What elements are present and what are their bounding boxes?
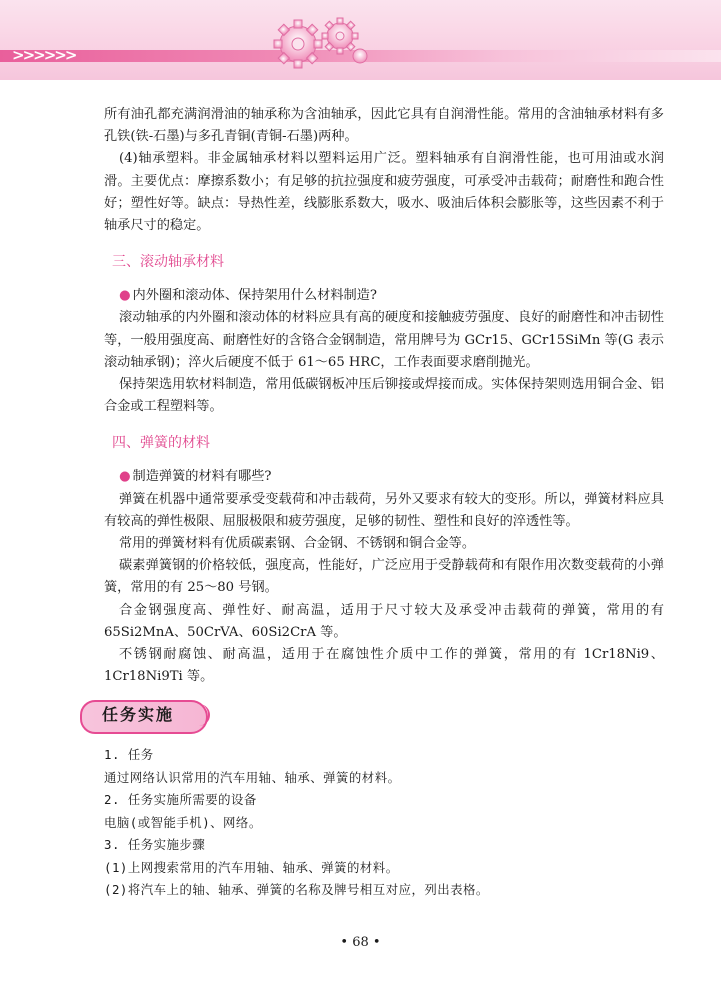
section-heading: 三、滚动轴承材料 [112,254,224,271]
page-header-band [0,0,721,80]
paragraph: 滚动轴承的内外圈和滚动体的材料应具有高的硬度和接触疲劳强度、良好的耐磨性和冲击韧性等，一般用强度高、耐磨性好的含铬合金钢制造，常用牌号为 GCr15、GCr15SiMn 等(G 表示滚动轴承钢)；淬火后硬度不低于 61～65 HRC，工作表面要求磨削抛光。 [104,310,664,370]
task-line: 3. 任务实施步骤 [104,837,206,853]
section-question: ● 内外圈和滚动体、保持架用什么材料制造? [104,285,664,307]
task-line: 2. 任务实施所需要的设备 [104,792,257,808]
paragraph: 不锈钢耐腐蚀、耐高温，适用于在腐蚀性介质中工作的弹簧，常用的有 1Cr18Ni9、1Cr18Ni9Ti 等。 [104,647,664,685]
section-heading: 四、弹簧的材料 [112,435,210,452]
paragraph: (4)轴承塑料。非金属轴承材料以塑料运用广泛。塑料轴承有自润滑性能，也可用油或水润滑。主要优点：摩擦系数小；有足够的抗拉强度和疲劳强度，可承受冲击载荷；耐磨性和跑合性好；塑性好等。缺点：导热性差，线膨胀系数大，吸水、吸油后体积会膨胀等，这些因素不利于轴承尺寸的稳定。 [104,151,664,234]
paragraph: 弹簧在机器中通常要承受变载荷和冲击载荷，另外又要求有较大的变形。所以，弹簧材料应具有较高的弹性极限、屈服极限和疲劳强度，足够的韧性、塑性和良好的淬透性等。 [104,491,664,529]
page-content [104,104,664,901]
task-line: (1)上网搜索常用的汽车用轴、轴承、弹簧的材料。 [104,859,399,875]
paragraph: 所有油孔都充满润滑油的轴承称为含油轴承，因此它具有自润滑性能。常用的含油轴承材料有多孔铁(铁-石墨)与多孔青铜(青铜-石墨)两种。 [104,107,664,145]
chevrons-icon: >>>>>> [12,46,76,64]
paragraph: 合金钢强度高、弹性好、耐高温，适用于尺寸较大及承受冲击载荷的弹簧，常用的有 65Si2MnA、50CrVA、60Si2CrA 等。 [104,602,664,640]
task-pill-cap [190,704,210,726]
section-question: ● 制造弹簧的材料有哪些? [104,466,664,488]
paragraph: 碳素弹簧钢的价格较低，强度高，性能好，广泛应用于受静载荷和有限作用次数变载荷的小弹簧，常用的有 25～80 号钢。 [104,558,664,596]
task-line: 电脑(或智能手机)、网络。 [104,814,262,830]
page-number: • 68 • [340,935,381,950]
task-banner [80,700,664,734]
task-line: (2)将汽车上的轴、轴承、弹簧的名称及牌号相互对应，列出表格。 [104,881,489,897]
paragraph: 常用的弹簧材料有优质碳素钢、合金钢、不锈钢和铜合金等。 [119,536,476,552]
gears-icon [262,10,374,70]
paragraph: 保持架选用软材料制造，常用低碳钢板冲压后铆接或焊接而成。实体保持架则选用铜合金、铝合金或工程塑料等。 [104,377,664,415]
task-line: 1. 任务 [104,747,154,763]
task-line: 通过网络认识常用的汽车用轴、轴承、弹簧的材料。 [104,769,401,785]
task-title: 任务实施 [102,705,175,725]
